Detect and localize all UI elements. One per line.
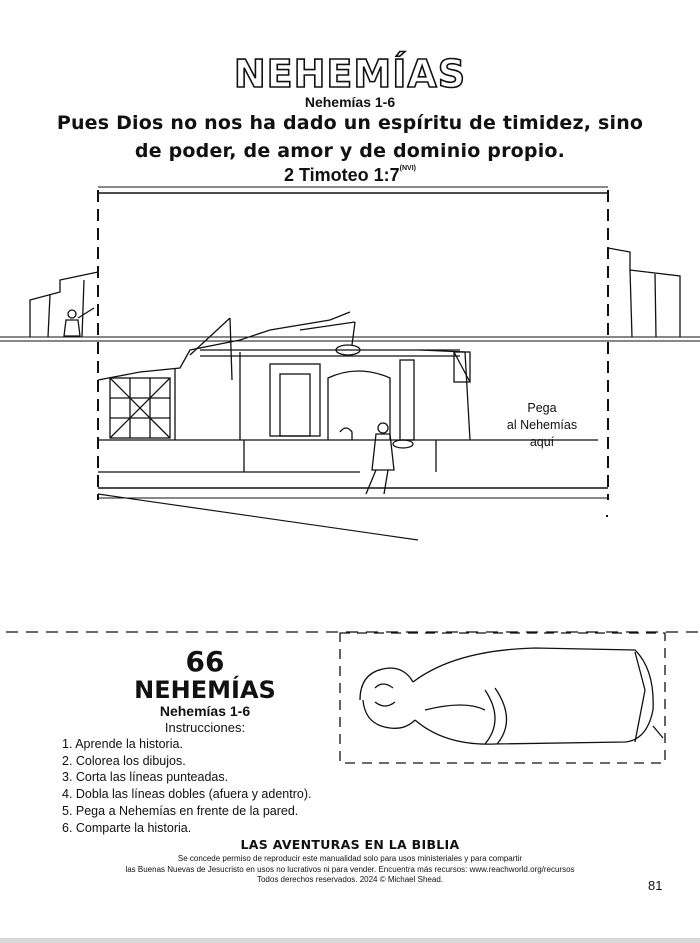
- instruction-item: 6. Comparte la historia.: [62, 820, 192, 835]
- legal-notice: [0, 854, 700, 886]
- verse-reference-text: 2 Timoteo 1:7: [283, 165, 400, 185]
- paste-nehemiah-note: [492, 400, 592, 451]
- bottom-border: [0, 938, 700, 943]
- legal-line-1: Se concede permiso de reproducir este manualidad solo para usos ministeriales y para compartir: [177, 854, 523, 863]
- verse-line-1: Pues Dios no nos ha dado un espíritu de timidez, sino: [56, 112, 644, 134]
- instruction-item: 3. Corta las líneas punteadas.: [62, 770, 229, 785]
- instruction-item: 2. Colorea los dibujos.: [62, 753, 186, 768]
- lesson-number: 66: [185, 645, 225, 678]
- instructions-list: [62, 736, 392, 836]
- legal-line-3: Todos derechos reservados. 2024 © Michael Shead.: [256, 875, 443, 884]
- verse-version: (NVI): [399, 165, 417, 172]
- lesson-title: NEHEMÍAS: [134, 676, 276, 704]
- title-reference: Nehemías 1-6: [304, 94, 396, 110]
- verse-line-2: de poder, de amor y de dominio propio.: [134, 140, 566, 162]
- instructions-heading: Instrucciones:: [164, 720, 246, 735]
- paste-note-line-2: al Nehemías: [506, 418, 578, 432]
- series-title: LAS AVENTURAS EN LA BIBLIA: [240, 837, 460, 852]
- instruction-item: 4. Dobla las líneas dobles (afuera y adentro).: [62, 787, 312, 802]
- page-title: NEHEMÍAS: [233, 52, 467, 96]
- lesson-reference: Nehemías 1-6: [159, 703, 251, 719]
- instruction-item: 5. Pega a Nehemías en frente de la pared.: [62, 803, 299, 818]
- paste-note-line-3: aquí: [529, 435, 555, 449]
- paste-note-line-1: Pega: [527, 401, 557, 415]
- instruction-item: 1. Aprende la historia.: [62, 737, 183, 751]
- legal-line-2: las Buenas Nuevas de Jesucristo en usos no lucrativos ni para vender. Encuentra más recursos: www.reachworld.org/recursos: [125, 864, 575, 874]
- page-number: 81: [648, 878, 663, 893]
